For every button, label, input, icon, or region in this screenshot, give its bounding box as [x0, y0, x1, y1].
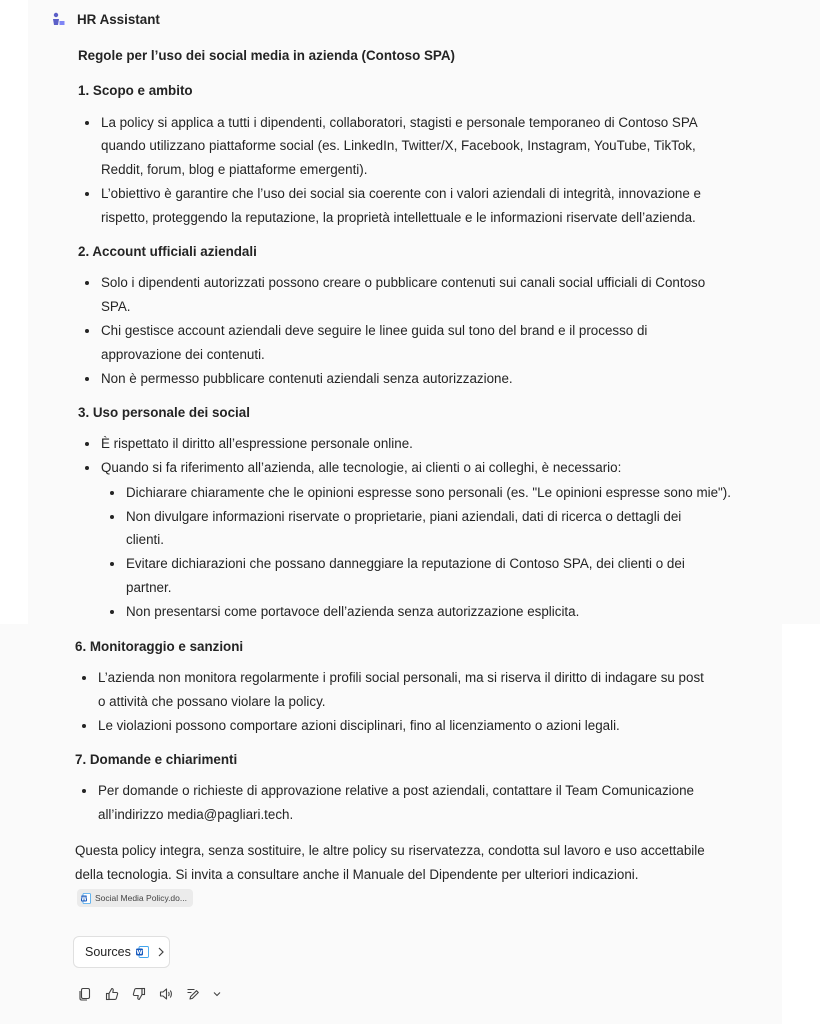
- list-item: Solo i dipendenti autorizzati possono creare o pubblicare contenuti sui canali social ufficiali di Contoso: [101, 271, 705, 295]
- sub-list-item: Non presentarsi come portavoce dell’azienda senza autorizzazione esplicita.: [126, 600, 579, 624]
- list-item: L’obiettivo è garantire che l’uso dei social sia coerente con i valori aziendali di integrità, innovazione e: [101, 182, 701, 206]
- list-item: Non è permesso pubblicare contenuti aziendali senza autorizzazione.: [101, 367, 513, 391]
- closing-paragraph: Questa policy integra, senza sostituire, le altre policy su riservatezza, condotta sul lavoro e uso accettabile: [75, 843, 705, 858]
- copy-button[interactable]: [77, 986, 93, 1002]
- message-actions: [77, 986, 233, 1002]
- list-item: La policy si applica a tutti i dipendenti, collaboratori, stagisti e personale temporaneo di Contoso SPA: [101, 111, 698, 135]
- svg-text:W: W: [136, 950, 143, 956]
- assistant-name: HR Assistant: [77, 11, 160, 27]
- thumbs-up-icon: [105, 987, 119, 1001]
- chevron-down-icon: [213, 990, 221, 998]
- section-heading: 7. Domande e chiarimenti: [75, 752, 238, 767]
- word-doc-icon: [136, 946, 149, 958]
- sub-list-item: Non divulgare informazioni riservate o proprietarie, piani aziendali, dati di ricerca o dettagli dei: [126, 505, 681, 529]
- sub-list-item: Dichiarare chiaramente che le opinioni espresse sono personali (es. "Le opinioni espresse sono mie").: [126, 481, 731, 505]
- word-doc-icon: [81, 893, 91, 904]
- edit-button[interactable]: [185, 986, 201, 1002]
- closing-paragraph: della tecnologia. Si invita a consultare anche il Manuale del Dipendente per ulteriori indicazioni.: [75, 867, 639, 882]
- message-title: Regole per l’uso dei social media in azienda (Contoso SPA): [78, 48, 455, 63]
- section-heading: 1. Scopo e ambito: [78, 83, 193, 98]
- list-item-continuation: o attività che possano violare la policy.: [98, 694, 326, 709]
- list-item: Le violazioni possono comportare azioni disciplinari, fino al licenziamento o azioni legali.: [98, 714, 620, 738]
- section-heading: 6. Monitoraggio e sanzioni: [75, 639, 244, 654]
- list-item-continuation: SPA.: [101, 299, 131, 314]
- list-item-continuation: quando utilizzano piattaforme social (es. LinkedIn, Twitter/X, Facebook, Instagram, YouTube, TikTok,: [101, 138, 696, 153]
- assistant-avatar-icon: [52, 12, 66, 26]
- list-item-continuation: rispetto, proteggendo la reputazione, la proprietà intellettuale e le informazioni riservate dell’azienda.: [101, 210, 696, 225]
- sources-label: Sources: [85, 945, 131, 959]
- speaker-icon: [159, 987, 173, 1001]
- like-button[interactable]: [104, 986, 120, 1002]
- sub-list-item-continuation: partner.: [126, 580, 172, 595]
- list-item: Chi gestisce account aziendali deve seguire le linee guida sul tono del brand e il processo di: [101, 319, 647, 343]
- section-heading: 3. Uso personale dei social: [78, 405, 250, 420]
- list-item-continuation: Reddit, forum, blog e piattaforme emergenti).: [101, 162, 368, 177]
- section-heading: 2. Account ufficiali aziendali: [78, 244, 257, 259]
- dislike-button[interactable]: [131, 986, 147, 1002]
- list-item: L’azienda non monitora regolarmente i profili social personali, ma si riserva il diritto di indagare su post: [98, 666, 704, 690]
- assistant-header: [52, 10, 160, 28]
- copy-icon: [78, 987, 92, 1001]
- attachment-label: Social Media Policy.do...: [95, 893, 187, 903]
- attachment-chip[interactable]: [77, 889, 193, 907]
- list-item: Per domande o richieste di approvazione relative a post aziendali, contattare il Team Comunicazione: [98, 779, 694, 803]
- chevron-right-icon: [157, 947, 165, 957]
- edit-icon: [186, 987, 200, 1001]
- list-item-continuation: approvazione dei contenuti.: [101, 347, 265, 362]
- sub-list-item: Evitare dichiarazioni che possano danneggiare la reputazione di Contoso SPA, dei clienti o dei: [126, 552, 685, 576]
- sources-button[interactable]: [73, 936, 170, 968]
- list-item: È rispettato il diritto all’espressione personale online.: [101, 432, 413, 456]
- sub-list-item-continuation: clienti.: [126, 532, 164, 547]
- list-item: Quando si fa riferimento all’azienda, alle tecnologie, ai clienti o ai colleghi, è necessario:: [101, 456, 621, 480]
- list-item-continuation: all’indirizzo media@pagliari.tech.: [98, 807, 294, 822]
- more-options-button[interactable]: [212, 986, 222, 1002]
- svg-text:W: W: [81, 895, 87, 902]
- thumbs-down-icon: [132, 987, 146, 1001]
- read-aloud-button[interactable]: [158, 986, 174, 1002]
